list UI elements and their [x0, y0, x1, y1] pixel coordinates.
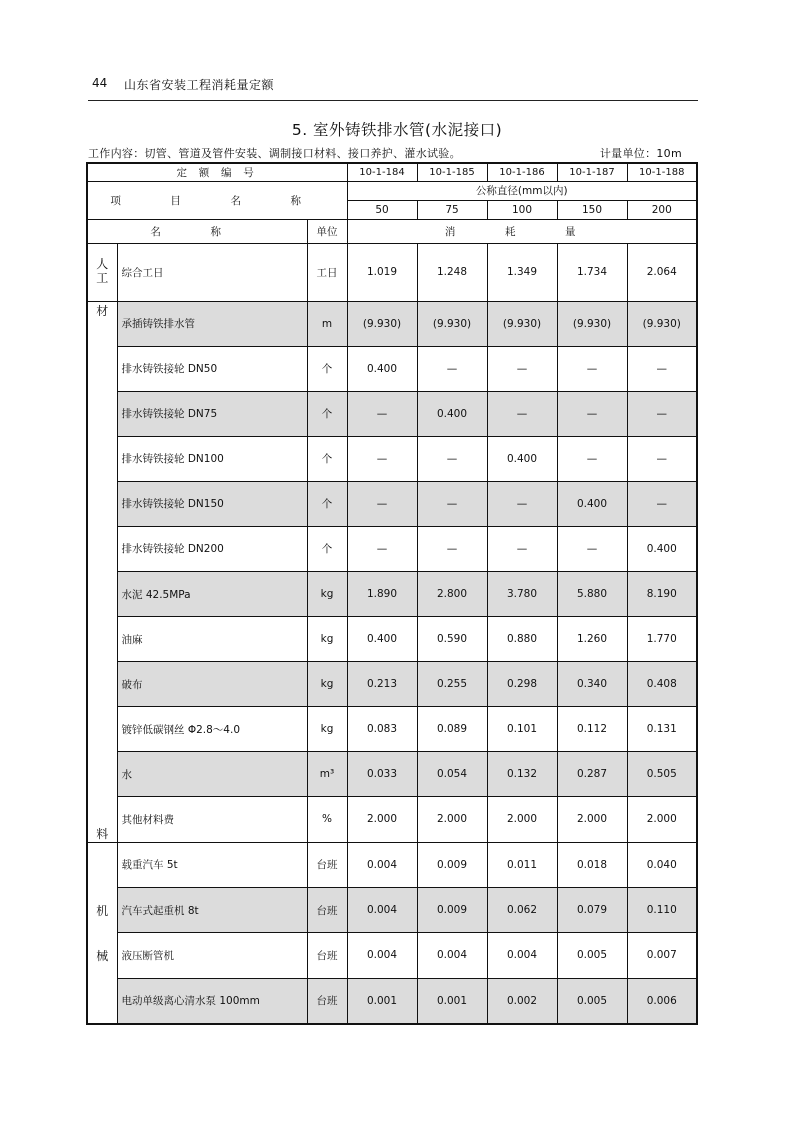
consumption-value: — [487, 526, 557, 571]
item-unit: 个 [307, 481, 347, 526]
consumption-value: 0.005 [557, 933, 627, 978]
item-name: 排水铸铁接轮 DN75 [117, 391, 307, 436]
material-row [87, 391, 697, 436]
item-name: 汽车式起重机 8t [117, 887, 307, 932]
item-unit: m [307, 301, 347, 346]
consumption-value: 1.349 [487, 243, 557, 301]
consumption-value: 0.287 [557, 752, 627, 797]
item-unit: % [307, 797, 347, 842]
consumption-value: 0.009 [417, 887, 487, 932]
consumption-value: 0.006 [627, 978, 697, 1023]
measure-unit: 计量单位：10m [599, 147, 682, 160]
diameter-value: 75 [417, 200, 487, 219]
item-name: 排水铸铁接轮 DN150 [117, 481, 307, 526]
consumption-value: 0.505 [627, 752, 697, 797]
category-material [87, 301, 117, 842]
consumption-value: 0.400 [627, 526, 697, 571]
consumption-value: — [417, 481, 487, 526]
consumption-value: — [347, 436, 417, 481]
consumption-value: 0.018 [557, 842, 627, 887]
consumption-value: 0.001 [347, 978, 417, 1023]
consumption-value: 0.054 [417, 752, 487, 797]
consumption-value: 1.770 [627, 617, 697, 662]
item-name: 排水铸铁接轮 DN200 [117, 526, 307, 571]
consumption-value: 0.408 [627, 662, 697, 707]
item-name: 破布 [117, 662, 307, 707]
item-name: 电动单级离心清水泵 100mm [117, 978, 307, 1023]
consumption-value: 0.002 [487, 978, 557, 1023]
diameter-value: 50 [347, 200, 417, 219]
item-name: 水泥 42.5MPa [117, 571, 307, 616]
consumption-value: 0.033 [347, 752, 417, 797]
category-machine-char-2: 械 [96, 948, 109, 963]
category-material-char-1: 材 [96, 303, 109, 318]
material-row [87, 571, 697, 616]
consumption-value: (9.930) [417, 301, 487, 346]
consumption-value: 3.780 [487, 571, 557, 616]
consumption-value: (9.930) [347, 301, 417, 346]
consumption-value: 0.040 [627, 842, 697, 887]
consumption-value: 0.089 [417, 707, 487, 752]
quota-code: 10-1-186 [487, 163, 557, 181]
machine-row [87, 887, 697, 932]
material-row [87, 346, 697, 391]
item-unit: kg [307, 617, 347, 662]
quota-code: 10-1-185 [417, 163, 487, 181]
consumption-value: 2.000 [627, 797, 697, 842]
consumption-value: 0.007 [627, 933, 697, 978]
labor-row [87, 243, 697, 301]
item-name: 承插铸铁排水管 [117, 301, 307, 346]
consumption-value: 0.101 [487, 707, 557, 752]
section-title: 5. 室外铸铁排水管(水泥接口) [291, 121, 503, 139]
item-unit: 个 [307, 526, 347, 571]
consumption-value: (9.930) [487, 301, 557, 346]
quota-code: 10-1-188 [627, 163, 697, 181]
diameter-value: 200 [627, 200, 697, 219]
diameter-value: 150 [557, 200, 627, 219]
item-unit: 个 [307, 346, 347, 391]
work-content: 工作内容：切管、管道及管件安装、调制接口材料、接口养护、灌水试验。 [88, 147, 461, 160]
consumption-value: 1.260 [557, 617, 627, 662]
consumption-value: — [557, 526, 627, 571]
quota-code: 10-1-187 [557, 163, 627, 181]
consumption-value: 0.400 [347, 346, 417, 391]
material-row [87, 617, 697, 662]
machine-row [87, 933, 697, 978]
consumption-value: 0.005 [557, 978, 627, 1023]
category-labor: 人工 [87, 243, 117, 301]
col-consumption-header: 消 耗 量 [347, 219, 697, 243]
item-name-label: 项 目 名 称 [87, 181, 347, 219]
col-name-header: 名 称 [87, 219, 307, 243]
item-name: 排水铸铁接轮 DN100 [117, 436, 307, 481]
consumption-value: — [487, 391, 557, 436]
consumption-value: 0.009 [417, 842, 487, 887]
item-name: 排水铸铁接轮 DN50 [117, 346, 307, 391]
consumption-value: — [557, 436, 627, 481]
material-row [87, 526, 697, 571]
column-header-row [87, 219, 697, 243]
consumption-value: 0.400 [557, 481, 627, 526]
consumption-value: 0.079 [557, 887, 627, 932]
item-unit: 个 [307, 436, 347, 481]
consumption-value: 0.011 [487, 842, 557, 887]
item-unit: 工日 [307, 243, 347, 301]
consumption-value: — [347, 481, 417, 526]
consumption-value: — [557, 346, 627, 391]
machine-row [87, 978, 697, 1023]
item-name: 载重汽车 5t [117, 842, 307, 887]
item-name: 综合工日 [117, 243, 307, 301]
consumption-value: 8.190 [627, 571, 697, 616]
consumption-value: 1.890 [347, 571, 417, 616]
item-name: 水 [117, 752, 307, 797]
consumption-value: 0.590 [417, 617, 487, 662]
material-row [87, 436, 697, 481]
item-unit: kg [307, 571, 347, 616]
consumption-value: 0.112 [557, 707, 627, 752]
consumption-value: 2.000 [487, 797, 557, 842]
consumption-value: — [487, 346, 557, 391]
item-name: 油麻 [117, 617, 307, 662]
material-row [87, 301, 697, 346]
consumption-value: 0.110 [627, 887, 697, 932]
quota-no-label: 定 额 编 号 [87, 163, 347, 181]
item-unit: 台班 [307, 933, 347, 978]
consumption-value: 0.004 [347, 933, 417, 978]
material-row [87, 481, 697, 526]
diameter-value: 100 [487, 200, 557, 219]
item-unit: kg [307, 707, 347, 752]
quota-code: 10-1-184 [347, 163, 417, 181]
consumption-value: — [417, 526, 487, 571]
consumption-value: — [417, 346, 487, 391]
category-machine [87, 842, 117, 1024]
consumption-value: — [417, 436, 487, 481]
consumption-value: 0.131 [627, 707, 697, 752]
page-number: 44 [92, 76, 108, 90]
material-row [87, 797, 697, 842]
consumption-value: 0.004 [487, 933, 557, 978]
item-name: 其他材料费 [117, 797, 307, 842]
consumption-value: (9.930) [557, 301, 627, 346]
consumption-value: 2.000 [557, 797, 627, 842]
item-unit: 台班 [307, 978, 347, 1023]
item-name: 液压断管机 [117, 933, 307, 978]
book-title: 山东省安装工程消耗量定额 [124, 78, 275, 92]
consumption-value: 0.062 [487, 887, 557, 932]
consumption-value: 0.213 [347, 662, 417, 707]
consumption-value: 0.004 [347, 887, 417, 932]
diameter-label-row [87, 181, 697, 200]
quota-table [86, 162, 698, 1025]
consumption-value: — [347, 391, 417, 436]
consumption-value: 0.255 [417, 662, 487, 707]
consumption-value: 0.298 [487, 662, 557, 707]
category-machine-char-1: 机 [96, 903, 109, 918]
consumption-value: — [347, 526, 417, 571]
consumption-value: 0.400 [347, 617, 417, 662]
consumption-value: — [557, 391, 627, 436]
diameter-label: 公称直径(mm以内) [347, 181, 697, 200]
consumption-value: — [487, 481, 557, 526]
running-header [88, 74, 698, 101]
material-row [87, 662, 697, 707]
consumption-value: 0.001 [417, 978, 487, 1023]
consumption-value: — [627, 436, 697, 481]
category-material-char-2: 料 [96, 826, 109, 841]
consumption-value: — [627, 481, 697, 526]
item-unit: m³ [307, 752, 347, 797]
consumption-value: 0.132 [487, 752, 557, 797]
item-unit: 台班 [307, 887, 347, 932]
consumption-value: 2.000 [417, 797, 487, 842]
consumption-value: — [627, 391, 697, 436]
machine-row [87, 842, 697, 887]
quota-code-row [87, 163, 697, 181]
consumption-value: 1.019 [347, 243, 417, 301]
consumption-value: 5.880 [557, 571, 627, 616]
consumption-value: — [627, 346, 697, 391]
item-name: 镀锌低碳钢丝 Φ2.8～4.0 [117, 707, 307, 752]
consumption-value: 0.400 [417, 391, 487, 436]
consumption-value: 1.734 [557, 243, 627, 301]
consumption-value: 0.004 [347, 842, 417, 887]
consumption-value: 0.400 [487, 436, 557, 481]
consumption-value: 2.800 [417, 571, 487, 616]
material-row [87, 707, 697, 752]
material-row [87, 752, 697, 797]
item-unit: kg [307, 662, 347, 707]
consumption-value: 2.000 [347, 797, 417, 842]
consumption-value: 1.248 [417, 243, 487, 301]
item-unit: 个 [307, 391, 347, 436]
item-unit: 台班 [307, 842, 347, 887]
consumption-value: 0.004 [417, 933, 487, 978]
col-unit-header: 单位 [307, 219, 347, 243]
consumption-value: (9.930) [627, 301, 697, 346]
consumption-value: 0.880 [487, 617, 557, 662]
consumption-value: 0.083 [347, 707, 417, 752]
consumption-value: 0.340 [557, 662, 627, 707]
consumption-value: 2.064 [627, 243, 697, 301]
